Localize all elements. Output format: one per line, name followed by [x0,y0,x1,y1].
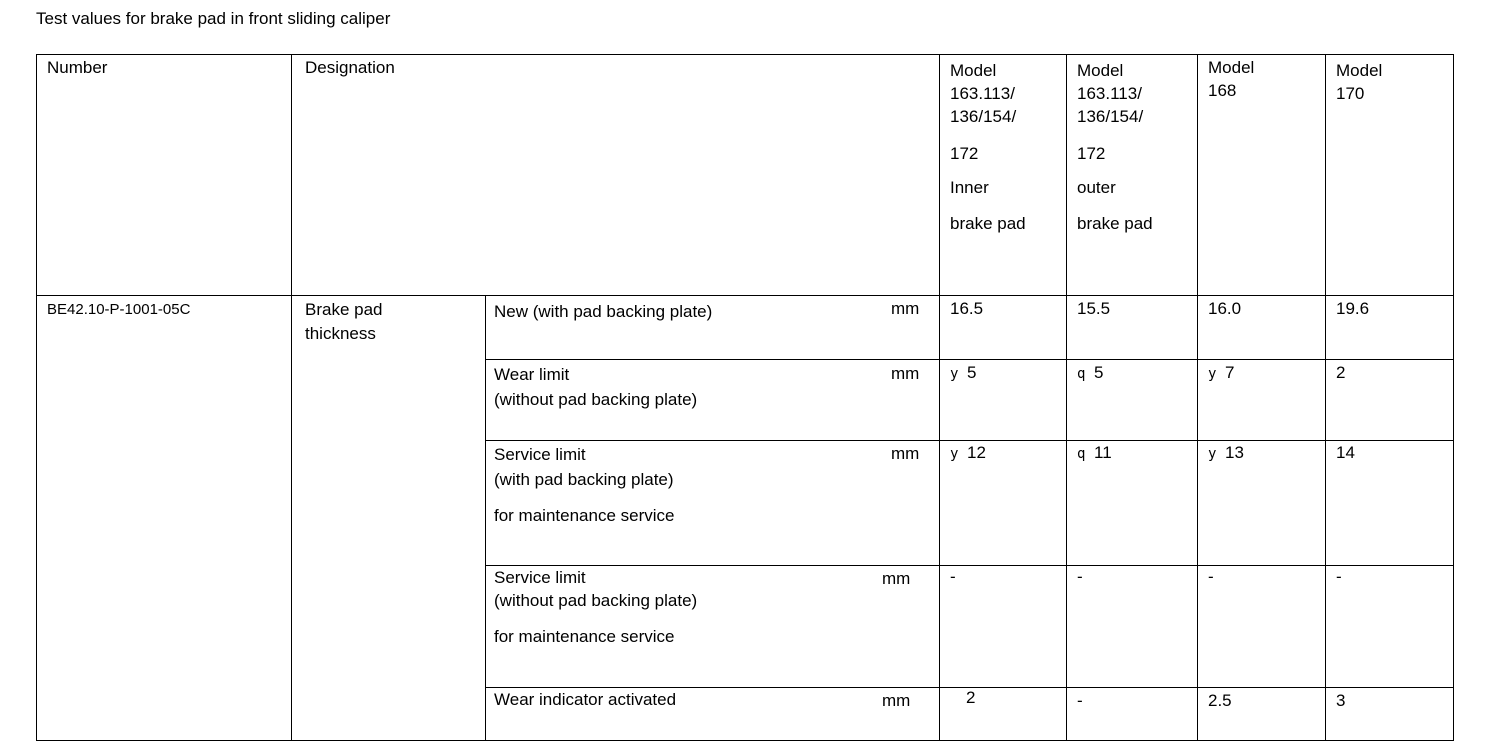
test-values-table [36,54,1454,741]
grid-line-col2 [1066,54,1067,741]
header-col4-line1: Model [1336,61,1383,80]
row-service-without-label [494,567,697,649]
grid-line-col3 [1197,54,1198,741]
header-col3-line1: Model [1208,58,1255,77]
header-col1-line2: 163.113/ [950,84,1015,103]
row-service-with-col3: y 13 [1208,442,1244,465]
row-service-with-col4: 14 [1336,443,1355,462]
header-model-inner [950,59,1026,235]
header-model-outer [1077,59,1153,235]
row-new-col1: 16.5 [950,299,984,318]
row-service-with-col1: y 12 [950,442,986,465]
row-service-with-line1: Service limit [494,445,586,464]
row-wear-limit-col4: 2 [1336,363,1346,382]
row-wear-indicator-col4: 3 [1336,691,1346,710]
symbol-glyph: y [950,366,959,382]
row-service-with-unit: mm [891,444,920,463]
header-col2-line2: 163.113/ [1077,84,1142,103]
header-col3-line2: 168 [1208,81,1237,100]
header-col1-line5: Inner [950,178,989,197]
row-service-without-col3: - [1208,567,1214,586]
header-number: Number [47,58,108,77]
row-service-without-col1: - [950,567,956,586]
row-new-col3: 16.0 [1208,299,1242,318]
row-service-without-line1: Service limit [494,568,586,587]
header-col1-line1: Model [950,61,997,80]
symbol-glyph: y [1208,446,1217,462]
header-col1-line3: 136/154/ [950,107,1017,126]
header-col1-line4: 172 [950,144,979,163]
row-wear-limit-line2: (without pad backing plate) [494,390,698,409]
row-wear-indicator-col2: - [1077,691,1083,710]
row-service-with-label [494,442,674,528]
page-title: Test values for brake pad in front sliding caliper [36,9,391,28]
symbol-glyph: y [1208,366,1217,382]
row-wear-indicator-unit: mm [882,691,911,710]
row-service-with-line3: for maintenance service [494,506,675,525]
row-wear-indicator-col1: 2 [966,688,976,707]
grid-line-col4 [1325,54,1326,741]
grid-line-row2 [485,440,1454,441]
part-number: BE42.10-P-1001-05C [47,301,191,318]
row-wear-limit-line1: Wear limit [494,365,570,384]
header-col1-line6: brake pad [950,214,1026,233]
grid-line-row3 [485,565,1454,566]
row-service-without-line3: for maintenance service [494,627,675,646]
grid-line-row1 [485,359,1454,360]
row-service-with-line2: (with pad backing plate) [494,470,674,489]
symbol-glyph: q [1077,366,1086,382]
header-col4-line2: 170 [1336,84,1365,103]
row-service-without-line2: (without pad backing plate) [494,591,698,610]
row-service-without-unit: mm [882,569,911,588]
row-new-unit: mm [891,299,920,318]
row-new-col4: 19.6 [1336,299,1370,318]
row-wear-limit-label [494,362,697,412]
header-designation: Designation [305,58,395,77]
header-col2-line3: 136/154/ [1077,107,1144,126]
header-col2-line4: 172 [1077,144,1106,163]
header-model-170 [1336,59,1382,105]
row-wear-indicator-label: Wear indicator activated [494,690,677,709]
header-col2-line6: brake pad [1077,214,1153,233]
row-service-with-col2: q 11 [1077,442,1112,465]
designation-cell [305,298,383,346]
row-wear-limit-col1: y 5 [950,362,976,385]
grid-line-designation-sub [485,295,486,741]
row-service-without-col4: - [1336,567,1342,586]
row-wear-indicator-col3: 2.5 [1208,691,1232,710]
designation-line2: thickness [305,324,376,343]
designation-line1: Brake pad [305,300,383,319]
grid-line-header-bottom [36,295,1454,296]
row-new-col2: 15.5 [1077,299,1111,318]
symbol-glyph: y [950,446,959,462]
row-wear-limit-col2: q 5 [1077,362,1103,385]
grid-line-number-designation [291,54,292,741]
header-col2-line1: Model [1077,61,1124,80]
symbol-glyph: q [1077,446,1086,462]
header-model-168 [1208,56,1254,102]
row-service-without-col2: - [1077,567,1083,586]
row-wear-limit-unit: mm [891,364,920,383]
row-wear-limit-col3: y 7 [1208,362,1234,385]
grid-line-col1 [939,54,940,741]
row-new-label: New (with pad backing plate) [494,302,713,321]
header-col2-line5: outer [1077,178,1116,197]
